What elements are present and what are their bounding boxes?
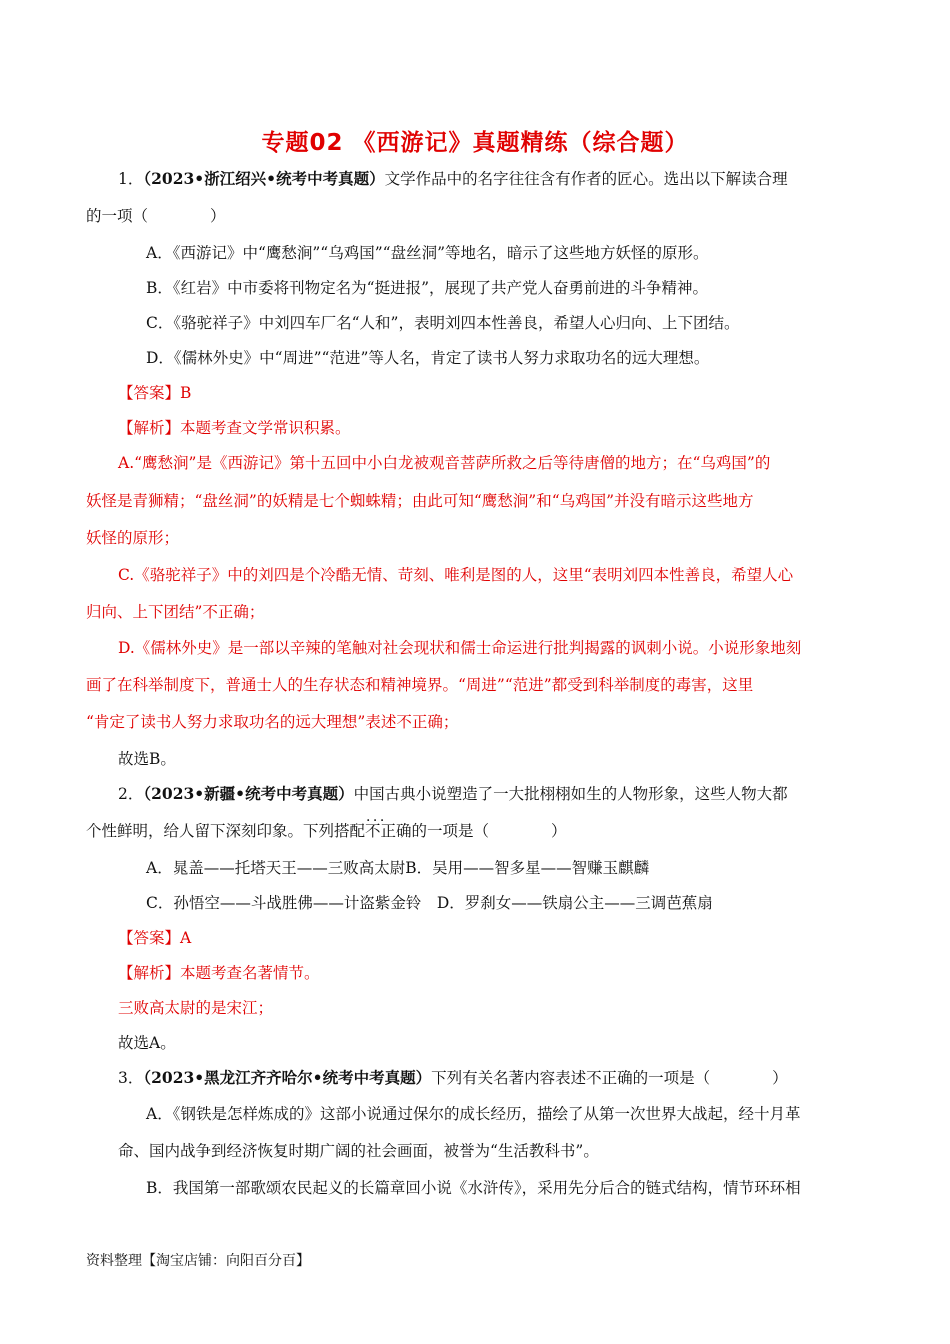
- question-2-options-row-2: C．孙悟空——斗战胜佛——计盗紫金铃 D．罗刹女——铁扇公主——三调芭蕉扇: [146, 894, 713, 912]
- question-text: 下列有关名著内容表述不正确的一项是（ ）: [431, 1069, 788, 1087]
- question-1-option-a: A．《西游记》中“鹰愁涧”“乌鸡国”“盘丝洞”等地名，暗示了这些地方妖怪的原形。: [146, 244, 709, 262]
- analysis-line: 妖怪是青狮精；“盘丝洞”的妖精是七个蜘蛛精；由此可知“鹰愁涧”和“乌鸡国”并没有暗示这些地方: [86, 492, 754, 510]
- question-text: 的一项是（ ）: [411, 822, 567, 840]
- question-1-conclusion: 故选B。: [118, 750, 176, 768]
- question-3-option-a-cont: 命、国内战争到经济恢复时期广阔的社会画面，被誉为“生活教科书”。: [118, 1142, 599, 1160]
- question-2-options-row-1: A．晁盖——托塔天王——三败高太尉B．吴用——智多星——智赚玉麒麟: [146, 859, 650, 877]
- question-2-analysis: [118, 962, 898, 984]
- question-2-answer: [118, 927, 898, 949]
- question-3-option-b: B．我国第一部歌颂农民起义的长篇章回小说《水浒传》，采用先分后合的链式结构，情节环环相: [146, 1179, 801, 1197]
- emphasis-text: · · 不正确: [365, 822, 412, 840]
- answer-tag: 【答案】: [118, 384, 181, 402]
- analysis-line: A.“鹰愁涧”是《西游记》第十五回中小白龙被观音菩萨所救之后等待唐僧的地方；在“乌鸡国”的: [118, 454, 771, 472]
- page-title: 专题02 《西游记》真题精练（综合题）: [261, 130, 689, 156]
- answer-value: B: [180, 384, 192, 402]
- analysis-line: C.《骆驼祥子》中的刘四是个冷酷无情、苛刻、唯利是图的人，这里“表明刘四本性善良，希望人心: [118, 566, 794, 584]
- question-1-option-b: B．《红岩》中市委将刊物定名为“挺进报”，展现了共产党人奋勇前进的斗争精神。: [146, 279, 708, 297]
- analysis-line: “肯定了读书人努力求取功名的远大理想”表述不正确；: [86, 713, 459, 731]
- answer-value: A: [180, 929, 192, 947]
- question-text: 文学作品中的名字往往含有作者的匠心。选出以下解读合理: [384, 170, 788, 188]
- question-2-conclusion: 故选A。: [118, 1034, 176, 1052]
- analysis-line: 三败高太尉的是宋江；: [118, 999, 274, 1017]
- question-1-option-c: C．《骆驼祥子》中刘四车厂名“人和”，表明刘四本性善良，希望人心归向、上下团结。: [146, 314, 740, 332]
- question-number: 1．: [118, 170, 144, 188]
- question-text: 中国古典小说塑造了一大批栩栩如生的人物形象，这些人物大都: [353, 785, 788, 803]
- analysis-tag: 【解析】: [118, 419, 181, 437]
- analysis-tag: 【解析】: [118, 964, 181, 982]
- question-number: 2．: [118, 785, 144, 803]
- question-2-stem-cont: [86, 820, 866, 842]
- question-text: 个性鲜明，给人留下深刻印象。下列搭配: [86, 822, 366, 840]
- page-footer: 资料整理【淘宝店铺：向阳百分百】: [86, 1253, 310, 1269]
- question-1-option-d: D．《儒林外史》中“周进”“范进”等人名，肯定了读书人努力求取功名的远大理想。: [146, 349, 710, 367]
- question-source: （2023•浙江绍兴•统考中考真题）: [143, 169, 385, 188]
- analysis-line: D.《儒林外史》是一部以辛辣的笔触对社会现状和儒士命运进行批判揭露的讽刺小说。小说形象地刻: [118, 639, 802, 657]
- question-3-stem: [118, 1067, 898, 1089]
- question-1-analysis: [118, 417, 898, 439]
- answer-tag: 【答案】: [118, 929, 181, 947]
- question-1-stem: [118, 168, 898, 190]
- question-1-stem-cont: 的一项（ ）: [86, 207, 226, 225]
- question-source: （2023•黑龙江齐齐哈尔•统考中考真题）: [143, 1068, 432, 1087]
- question-source: （2023•新疆•统考中考真题）: [143, 784, 354, 803]
- analysis-text: 本题考查文学常识积累。: [180, 419, 351, 437]
- question-3-option-a: A．《钢铁是怎样炼成的》这部小说通过保尔的成长经历，描绘了从第一次世界大战起，经十月革: [146, 1105, 801, 1123]
- question-number: 3．: [118, 1069, 144, 1087]
- analysis-line: 妖怪的原形；: [86, 529, 180, 547]
- question-2-stem: [118, 783, 898, 805]
- analysis-line: 画了在科举制度下，普通士人的生存状态和精神境界。“周进”“范进”都受到科举制度的毒害，这里: [86, 676, 754, 694]
- question-1-answer: [118, 382, 898, 404]
- analysis-text: 本题考查名著情节。: [180, 964, 320, 982]
- analysis-line: 归向、上下团结”不正确；: [86, 603, 265, 621]
